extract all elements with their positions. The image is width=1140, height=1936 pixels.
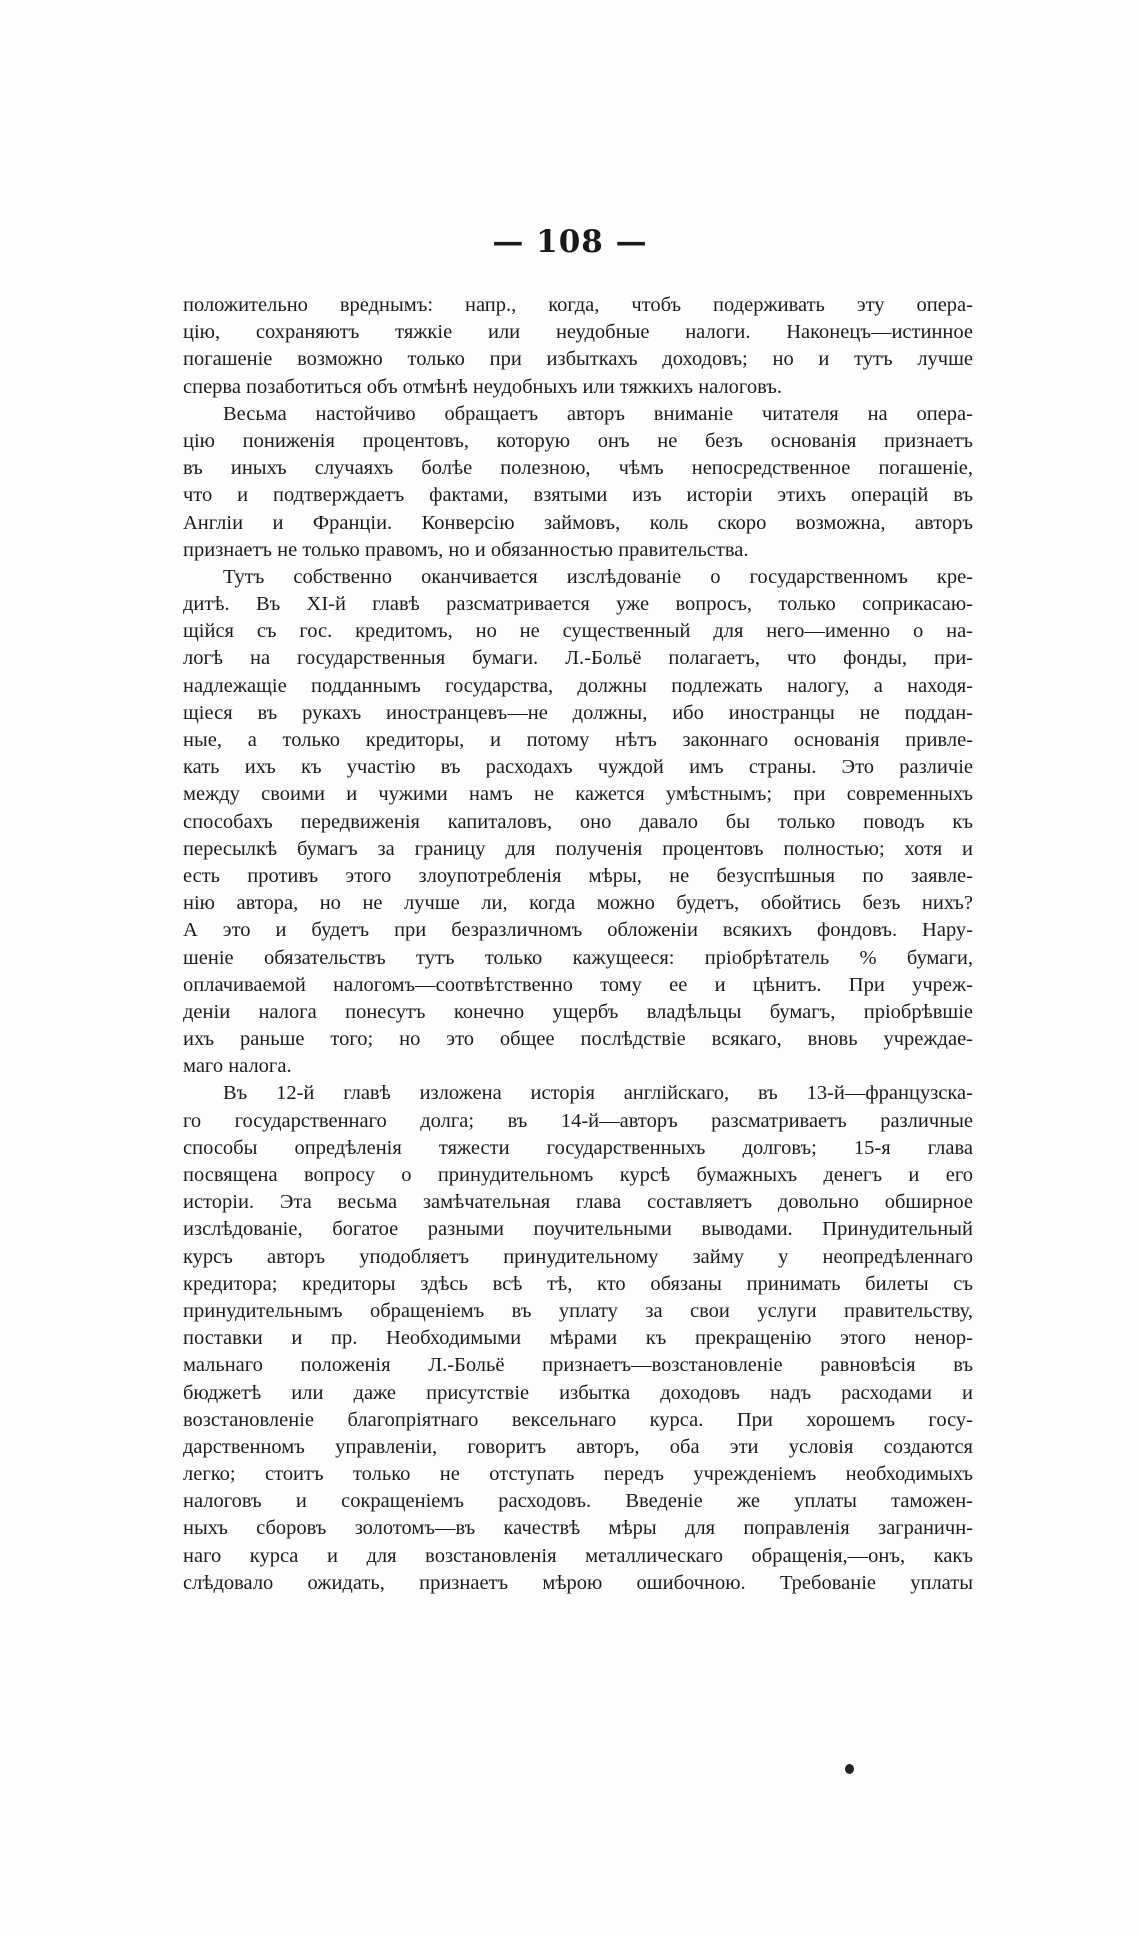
text-line: бюджетѣ или даже присутствіе избытка доходовъ надъ расходами и (183, 1381, 973, 1404)
text-line: между своими и чужими намъ не кажется умѣстнымъ; при современныхъ (183, 783, 973, 806)
text-line: Тутъ собственно оканчивается изслѣдованіе о государственномъ кре- (223, 565, 973, 588)
text-line: ные, а только кредиторы, и потому нѣтъ законнаго основанія привле- (183, 729, 973, 751)
page-number: — 108 — (492, 224, 648, 260)
text-line: способахъ передвиженія капиталовъ, оно давало бы только поводъ къ (183, 810, 973, 833)
text-line: сперва позаботиться объ отмѣнѣ неудобныхъ или тяжкихъ налоговъ. (183, 375, 782, 398)
text-line: кредитора; кредиторы здѣсь всѣ тѣ, кто обязаны принимать билеты съ (183, 1272, 973, 1295)
text-line: оплачиваемой налогомъ—соотвѣтственно тому ее и цѣнитъ. При учреж- (183, 973, 973, 996)
text-line: наго курса и для возстановленія металлическаго обращенія,—онъ, какъ (183, 1544, 973, 1567)
text-line: щіеся въ рукахъ иностранцевъ—не должны, ибо иностранцы не поддан- (183, 701, 973, 724)
text-line: положительно вреднымъ: напр., когда, чтобъ подерживать эту опера- (183, 294, 973, 316)
text-line: А это и будетъ при безразличномъ обложеніи всякихъ фондовъ. Нару- (183, 919, 973, 942)
text-line: го государственнаго долга; въ 14-й—авторъ разсматриваетъ различные (183, 1109, 973, 1132)
text-line: пересылкѣ бумагъ за границу для полученія процентовъ полностью; хотя и (183, 837, 973, 860)
text-line: шеніе обязательствъ тутъ только кажущееся: пріобрѣтатель % бумаги, (183, 946, 973, 969)
text-line: Весьма настойчиво обращаетъ авторъ вниманіе читателя на опера- (223, 402, 973, 425)
ink-spot (845, 1764, 854, 1774)
text-line: деніи налога понесутъ конечно ущербъ владѣльцы бумагъ, пріобрѣвшіе (183, 1000, 973, 1023)
text-line: цію пониженія процентовъ, которую онъ не безъ основанія признаетъ (183, 429, 973, 452)
text-line: Англіи и Франціи. Конверсію займовъ, коль скоро возможна, авторъ (183, 511, 973, 534)
text-line: принудительнымъ обращеніемъ въ уплату за свои услуги правительству, (183, 1299, 973, 1322)
text-line: маго налога. (183, 1055, 292, 1078)
text-line: что и подтверждаетъ фактами, взятыми изъ исторіи этихъ операцій въ (183, 484, 973, 507)
text-line: есть противъ этого злоупотребленія мѣры, не безуспѣшныя по заявле- (183, 864, 973, 887)
text-line: цію, сохраняютъ тяжкіе или неудобные налоги. Наконецъ—истинное (183, 321, 973, 344)
text-line: исторіи. Эта весьма замѣчательная глава составляетъ довольно обширное (183, 1191, 973, 1214)
text-line: поставки и пр. Необходимыми мѣрами къ прекращенію этого ненор- (183, 1327, 973, 1350)
text-line: посвящена вопросу о принудительномъ курсѣ бумажныхъ денегъ и его (183, 1164, 973, 1186)
text-line: изслѣдованіе, богатое разными поучительными выводами. Принудительный (183, 1218, 973, 1241)
text-line: ныхъ сборовъ золотомъ—въ качествѣ мѣры для поправленія заграничн- (183, 1517, 973, 1540)
text-line: ихъ раньше того; но это общее послѣдствіе всякаго, вновь учреждае- (183, 1028, 973, 1051)
text-line: погашеніе возможно только при избыткахъ доходовъ; но и тутъ лучше (183, 348, 973, 371)
text-line: легко; стоитъ только не отступать передъ учрежденіемъ необходимыхъ (183, 1463, 973, 1486)
text-line: способы опредѣленія тяжести государственныхъ долговъ; 15-я глава (183, 1136, 973, 1159)
text-line: возстановленіе благопріятнаго вексельнаго курса. При хорошемъ госу- (183, 1408, 973, 1431)
text-line: логѣ на государственныя бумаги. Л.-Больё полагаетъ, что фонды, при- (183, 647, 973, 670)
text-line: въ иныхъ случаяхъ болѣе полезною, чѣмъ непосредственное погашеніе, (183, 457, 973, 480)
text-line: мальнаго положенія Л.-Больё признаетъ—возстановленіе равновѣсія въ (183, 1354, 973, 1377)
text-line: нію автора, но не лучше ли, когда можно будетъ, обойтись безъ нихъ? (183, 892, 973, 915)
body-text (183, 292, 973, 1597)
text-line: Въ 12-й главѣ изложена исторія англійскаго, въ 13-й—французска- (223, 1082, 973, 1105)
text-line: надлежащіе подданнымъ государства, должны подлежать налогу, а находя- (183, 674, 973, 697)
text-line: налоговъ и сокращеніемъ расходовъ. Введеніе же уплаты таможен- (183, 1490, 973, 1513)
text-line: признаетъ не только правомъ, но и обязанностью правительства. (183, 538, 749, 561)
text-line: слѣдовало ожидать, признаетъ мѣрою ошибочною. Требованіе уплаты (183, 1571, 973, 1594)
text-line: дитѣ. Въ XI-й главѣ разсматривается уже вопросъ, только соприкасаю- (183, 593, 973, 616)
text-line: дарственномъ управленіи, говоритъ авторъ, оба эти условія создаются (183, 1435, 973, 1458)
text-line: щійся съ гос. кредитомъ, но не существенный для него—именно о на- (183, 620, 973, 643)
text-line: курсъ авторъ уподобляетъ принудительному займу у неопредѣленнаго (183, 1245, 973, 1268)
text-line: кать ихъ къ участію въ расходахъ чуждой имъ страны. Это различіе (183, 756, 973, 779)
